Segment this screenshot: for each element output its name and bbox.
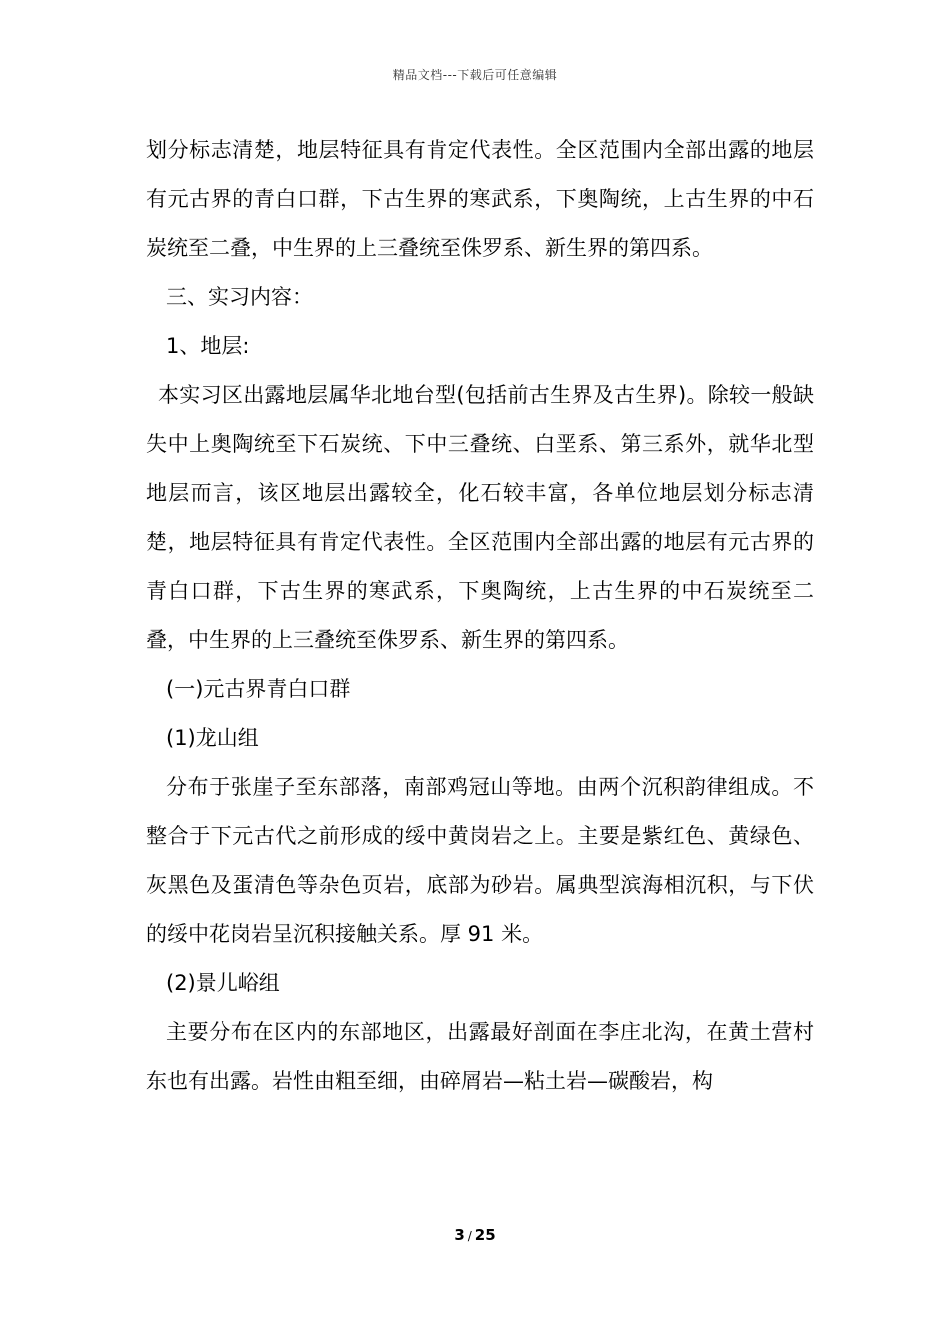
page-number xyxy=(0,1226,950,1244)
paragraph-strata-overview: 本实习区出露地层属华北地台型(包括前古生界及古生界)。除较一般缺失中上奥陶统至下石炭统、下中三叠统、白垩系、第三系外，就华北型地层而言，该区地层出露较全，化石较丰富，各单位地层划分标志清楚，地层特征具有肯定代表性。全区范围内全部出露的地层有元古界的青白口群，下古生界的寒武系，下奥陶统，上古生界的中石炭统至二叠，中生界的上三叠统至侏罗系、新生界的第四系。 xyxy=(146,383,814,652)
subheading-jingeryu: (2)景儿峪组 xyxy=(166,971,280,995)
subheading-qingbaikou: (一)元古界青白口群 xyxy=(166,677,351,701)
paragraph-1: 划分标志清楚，地层特征具有肯定代表性。全区范围内全部出露的地层有元古界的青白口群，下古生界的寒武系，下奥陶统，上古生界的中石炭统至二叠，中生界的上三叠统至侏罗系、新生界的第四系。 xyxy=(146,138,814,260)
page-header: 精品文档---下载后可任意编辑 xyxy=(392,68,558,82)
current-page: 3 xyxy=(454,1226,465,1244)
section-heading-3: 三、实习内容： xyxy=(166,285,313,309)
page-separator: / xyxy=(467,1229,472,1243)
total-pages: 25 xyxy=(474,1226,496,1244)
subheading-longshan: (1)龙山组 xyxy=(166,726,259,750)
subheading-strata: 1、地层: xyxy=(166,334,250,358)
paragraph-longshan: 分布于张崖子至东部落，南部鸡冠山等地。由两个沉积韵律组成。不整合于下元古代之前形成的绥中黄岗岩之上。主要是紫红色、黄绿色、灰黑色及蛋清色等杂色页岩，底部为砂岩。属典型滨海相沉积，与下伏的绥中花岗岩呈沉积接触关系。厚 91 米。 xyxy=(146,775,814,946)
document-body xyxy=(146,126,814,1106)
paragraph-jingeryu: 主要分布在区内的东部地区，出露最好剖面在李庄北沟，在黄土营村东也有出露。岩性由粗至细，由碎屑岩—粘土岩—碳酸岩，构 xyxy=(146,1020,814,1093)
